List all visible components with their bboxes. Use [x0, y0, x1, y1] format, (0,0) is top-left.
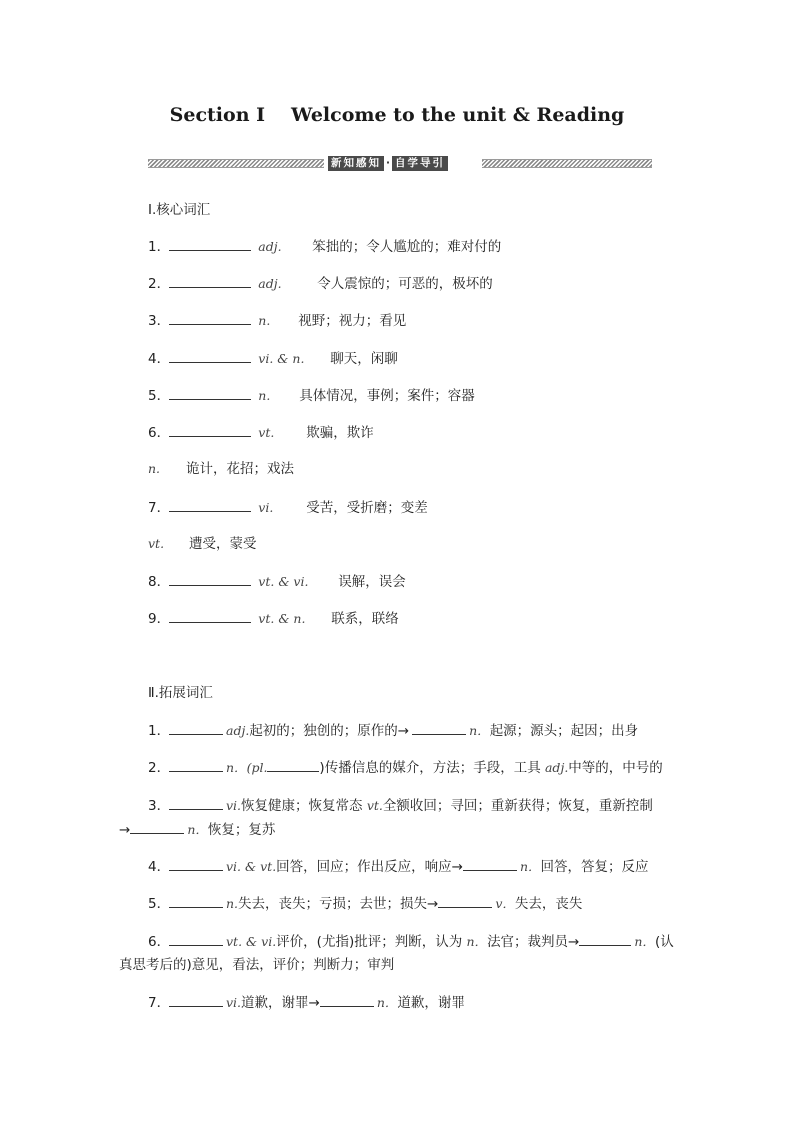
extended-item: 6． vt. & vi.评价，(尤指)批评；判断，认为 n．法官；裁判员→ n．(认 [148, 934, 674, 950]
answer-blank[interactable] [169, 857, 223, 871]
vocab-item: 4． vi. & n. 聊天，闲聊 [148, 351, 398, 367]
extended-item: 7． vi.道歉，谢罪→ n．道歉，谢罪 [148, 995, 465, 1011]
answer-blank[interactable] [579, 932, 631, 946]
answer-blank[interactable] [169, 423, 251, 437]
answer-blank[interactable] [169, 311, 251, 325]
extended-item: 2． n．(pl. )传播信息的媒介，方法；手段，工具 adj.中等的，中号的 [148, 760, 663, 776]
answer-blank[interactable] [169, 993, 223, 1007]
vocab-item: 8． vt. & vi. 误解，误会 [148, 574, 406, 590]
answer-blank[interactable] [412, 721, 466, 735]
extended-item: 4． vi. & vt.回答，回应；作出反应，响应→ n．回答，答复；反应 [148, 859, 649, 875]
answer-blank[interactable] [169, 721, 223, 735]
answer-blank[interactable] [320, 993, 374, 1007]
answer-blank[interactable] [169, 894, 223, 908]
section-title: Welcome to the unit & Reading [291, 104, 625, 126]
vocab-item: 7． vi. 受苦，受折磨；变差 [148, 500, 428, 516]
answer-blank[interactable] [463, 857, 517, 871]
part1-heading: Ⅰ.核心词汇 [148, 202, 211, 218]
answer-blank[interactable] [169, 932, 223, 946]
vocab-item: 5． n. 具体情况，事例；案件；容器 [148, 388, 475, 404]
answer-blank[interactable] [169, 498, 251, 512]
extended-item: 3． vi.恢复健康；恢复常态 vt.全额收回；寻回；重新获得；恢复，重新控制 [148, 798, 653, 814]
answer-blank[interactable] [169, 609, 251, 623]
vocab-item: 1． adj. 笨拙的；令人尴尬的；难对付的 [148, 239, 502, 255]
answer-blank[interactable] [169, 237, 251, 251]
banner-label-left: 新知感知 [328, 156, 384, 171]
extended-item-continuation: → n．恢复；复苏 [119, 822, 276, 838]
extended-item-continuation: 真思考后的)意见，看法，评价；判断力；审判 [119, 957, 395, 973]
extended-item: 1． adj.起初的；独创的；原作的→ n．起源；源头；起因；出身 [148, 723, 639, 739]
answer-blank[interactable] [130, 820, 184, 834]
answer-blank[interactable] [169, 386, 251, 400]
answer-blank[interactable] [267, 758, 319, 772]
section-banner [148, 156, 652, 170]
answer-blank[interactable] [169, 349, 251, 363]
banner-stripe-right [482, 159, 652, 168]
part2-heading: Ⅱ.拓展词汇 [148, 685, 213, 701]
vocab-item: 6． vt. 欺骗，欺诈 [148, 425, 374, 441]
page-title [0, 104, 794, 126]
vocab-item: 2． adj. 令人震惊的；可恶的，极坏的 [148, 276, 493, 292]
section-number: Section Ⅰ [169, 104, 266, 126]
answer-blank[interactable] [169, 572, 251, 586]
extended-item: 5． n.失去，丧失；亏损；去世；损失→ v．失去，丧失 [148, 896, 583, 912]
vocab-extra-sense: vt. 遭受，蒙受 [148, 536, 257, 552]
answer-blank[interactable] [438, 894, 492, 908]
banner-stripe-left [148, 159, 324, 168]
vocab-extra-sense: n. 诡计，花招；戏法 [148, 461, 294, 477]
answer-blank[interactable] [169, 758, 223, 772]
answer-blank[interactable] [169, 796, 223, 810]
vocab-item: 3． n. 视野；视力；看见 [148, 313, 407, 329]
banner-label [328, 155, 448, 171]
answer-blank[interactable] [169, 274, 251, 288]
banner-separator: · [386, 157, 390, 169]
vocab-item: 9． vt. & n. 联系，联络 [148, 611, 399, 627]
banner-label-right: 自学导引 [392, 156, 448, 171]
